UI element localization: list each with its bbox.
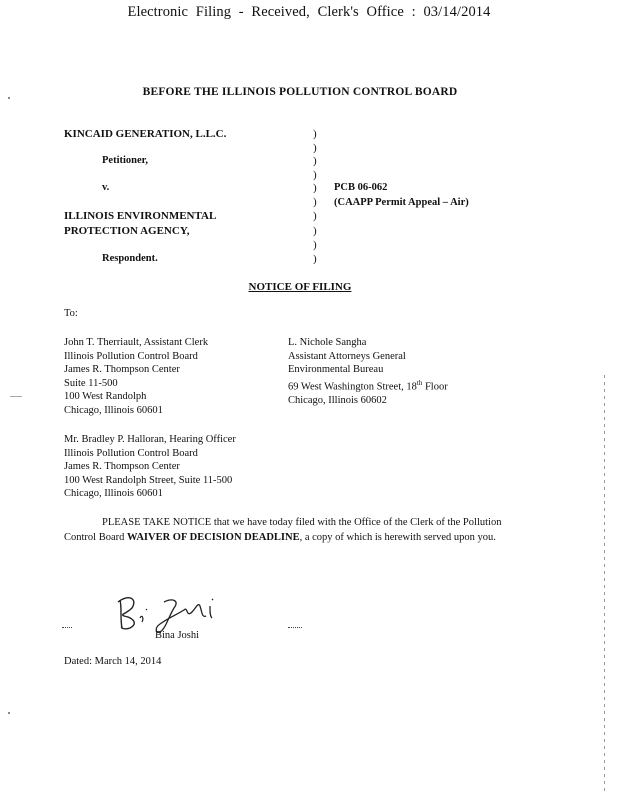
signer-name: Bina Joshi xyxy=(155,630,200,641)
notice-title: NOTICE OF FILING xyxy=(248,281,352,293)
recipient-hearing-officer xyxy=(64,433,236,501)
ordinal-suffix: th xyxy=(416,378,423,387)
address-line: L. Nichole Sangha xyxy=(288,337,367,348)
petitioner-role: Petitioner, xyxy=(102,155,148,166)
respondent-name-line1: ILLINOIS ENVIRONMENTAL xyxy=(64,210,217,222)
address-line: 100 West Randolph Street, Suite 11-500 xyxy=(64,474,233,486)
case-type: (CAAPP Permit Appeal – Air) xyxy=(334,197,469,208)
to-label: To: xyxy=(64,308,78,319)
respondent-role: Respondent. xyxy=(102,253,158,264)
notice-body xyxy=(64,516,534,545)
scan-speck xyxy=(10,396,22,397)
scan-speck xyxy=(8,97,10,99)
address-line xyxy=(288,377,448,394)
address-line: Suite 11-500 xyxy=(64,377,118,389)
body-text: PLEASE TAKE NOTICE that we have today filed with the Office of the Clerk of the Pollution Control Board xyxy=(64,517,502,543)
caption-paren: ) xyxy=(313,128,317,140)
address-line: James R. Thompson Center xyxy=(64,461,180,472)
address-line: Mr. Bradley P. Halloran, Hearing Officer xyxy=(64,434,236,445)
caption-paren: ) xyxy=(313,182,317,194)
caption-paren: ) xyxy=(313,155,317,167)
caption-paren: ) xyxy=(313,225,317,237)
caption-paren: ) xyxy=(313,142,317,154)
address-line: James R. Thompson Center xyxy=(64,364,180,375)
caption-paren: ) xyxy=(313,196,317,208)
filing-stamp-header: Electronic Filing - Received, Clerk's Office : 03/14/2014 xyxy=(127,4,491,20)
scan-speck xyxy=(8,712,10,714)
recipient-clerk xyxy=(64,336,208,417)
caption-paren: ) xyxy=(313,239,317,251)
address-line: Chicago, Illinois 60601 xyxy=(64,404,163,416)
address-line: Chicago, Illinois 60602 xyxy=(288,394,387,406)
address-line: Assistant Attorneys General xyxy=(288,350,406,362)
signature-line-right xyxy=(288,627,302,628)
caption-paren: ) xyxy=(313,169,317,181)
caption-paren: ) xyxy=(313,210,317,222)
document-name: WAIVER OF DECISION DEADLINE xyxy=(127,531,300,543)
dated-line: Dated: March 14, 2014 xyxy=(64,656,162,667)
caption-paren: ) xyxy=(313,253,317,265)
floor-label: Floor xyxy=(422,381,448,392)
board-title: BEFORE THE ILLINOIS POLLUTION CONTROL BOARD xyxy=(142,86,458,98)
address-line: Illinois Pollution Control Board xyxy=(64,447,198,459)
case-number: PCB 06-062 xyxy=(334,182,388,193)
address-line: 100 West Randolph xyxy=(64,391,147,402)
street-address: 69 West Washington Street, 18 xyxy=(288,381,417,392)
signature-scribble xyxy=(112,588,242,636)
respondent-name-line2: PROTECTION AGENCY, xyxy=(64,225,190,237)
address-line: Illinois Pollution Control Board xyxy=(64,350,198,362)
petitioner-name: KINCAID GENERATION, L.L.C. xyxy=(64,128,227,140)
signature-line-left xyxy=(62,627,72,628)
versus-label: v. xyxy=(102,182,110,193)
address-line: John T. Therriault, Assistant Clerk xyxy=(64,337,209,348)
body-text: , a copy of which is herewith served upon you. xyxy=(299,531,496,543)
address-line: Chicago, Illinois 60601 xyxy=(64,488,163,499)
scan-edge-mark xyxy=(604,375,605,795)
recipient-attorney xyxy=(288,336,448,407)
address-line: Environmental Bureau xyxy=(288,364,384,375)
